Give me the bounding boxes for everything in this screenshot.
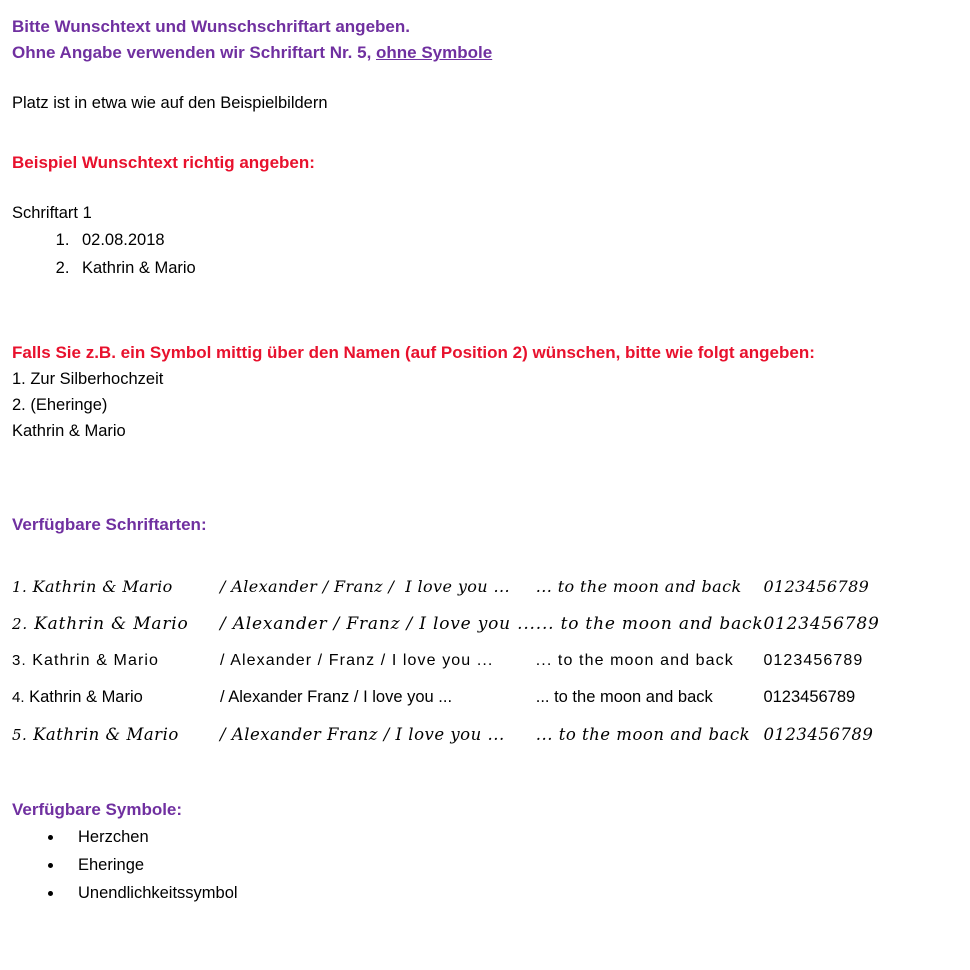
spacer-after-space-note [0,116,970,150]
symbols-list [12,823,958,907]
list-item: 2. Kathrin & Mario [74,254,958,282]
font-row-names-cell [220,568,536,605]
font-row-love: I love you ... [419,614,536,634]
font-row-names: / Alexander Franz / [219,725,390,744]
font-row-label: 2. [12,615,28,633]
example-heading: Beispiel Wunschtext richtig angeben: [12,153,315,172]
spacer-after-example-heading [12,176,958,200]
font-row-names-cell [220,716,536,753]
intro-line-2-prefix: Ohne Angabe verwenden wir Schriftart Nr. 5, [12,43,377,62]
fonts-heading: Verfügbare Schriftarten: [12,515,207,534]
font-row-numbers-cell [763,643,940,679]
spacer-after-symbol-example [0,444,970,488]
font-row-label: 5. [12,726,28,744]
font-row-name-cell [0,568,220,605]
font-row-label: 4. [12,689,25,706]
font-row-name-cell [0,716,220,753]
font-row-moon-cell [536,643,764,679]
font-row-numbers: 0123456789 [763,725,874,744]
space-note: Platz ist in etwa wie auf den Beispielbildern [12,94,328,112]
font-row-name: Kathrin & Mario [33,725,179,744]
font-row-love: I love you ... [391,652,494,669]
font-row-moon-cell [536,679,764,716]
font-row-name: Kathrin & Mario [29,688,143,706]
font-row-names-cell [220,605,536,643]
font-row-moon: ... to the moon and back [535,614,764,634]
font-row-label: 3. [12,652,27,669]
spacer-after-example [0,282,970,326]
spacer-after-intro [0,66,970,90]
table-row [0,716,940,753]
table-row [0,605,940,643]
font-row-name: Kathrin & Mario [32,577,173,596]
font-row-numbers: 0123456789 [763,577,870,596]
symbol-example-line-1: 1. Zur Silberhochzeit [12,370,164,388]
font-row-moon: ... to the moon and back [535,725,751,744]
font-row-names: / Alexander Franz / [219,688,359,706]
fonts-section-heading-wrap [0,512,970,538]
font-row-love: I love you ... [405,577,510,596]
list-item: 1. 02.08.2018 [74,226,958,254]
symbol-example-heading: Falls Sie z.B. ein Symbol mittig über den Namen (auf Position 2) wünschen, bitte wie folgt angeben: [12,343,815,362]
table-row [0,568,940,605]
symbol-example-line-3: Kathrin & Mario [12,422,126,440]
font-row-names: / Alexander / Franz / [219,577,395,596]
font-row-names: / Alexander / Franz / [219,652,387,669]
font-row-numbers: 0123456789 [763,614,880,634]
intro-section [0,14,970,66]
table-row [0,679,940,716]
example-font-line: Schriftart 1 [12,204,92,222]
font-row-numbers-cell [763,716,940,753]
font-row-moon-cell [536,605,764,643]
intro-line-2-underlined: ohne Symbole [376,43,493,62]
spacer-after-example-2 [0,326,970,340]
font-row-names-cell [220,643,536,679]
list-item: • Herzchen [64,823,958,851]
intro-line-2 [12,40,958,66]
spacer-after-fonts-table [0,753,970,797]
font-row-name-cell [0,643,220,679]
font-row-moon-cell [536,716,764,753]
symbols-section [0,797,970,907]
intro-line-1: Bitte Wunschtext und Wunschschriftart angeben. [12,17,410,36]
font-row-moon: ... to the moon and back [535,652,734,669]
symbol-example-section [0,340,970,444]
example-section [0,150,970,282]
list-item: • Unendlichkeitssymbol [64,879,958,907]
font-row-numbers-cell [763,568,940,605]
spacer-after-symbol-example-2 [0,488,970,512]
font-row-name: Kathrin & Mario [34,614,189,634]
font-row-label: 1. [12,578,28,596]
fonts-table [0,568,940,753]
font-row-numbers: 0123456789 [763,688,856,706]
font-row-name-cell [0,679,220,716]
font-row-moon: ... to the moon and back [535,577,742,596]
list-item: • Eheringe [64,851,958,879]
font-row-names: / Alexander / Franz / [219,614,414,634]
font-row-love: I love you ... [395,725,505,744]
spacer-after-fonts-heading [0,538,970,562]
space-note-section [0,90,970,116]
font-row-moon: ... to the moon and back [535,688,713,706]
font-row-numbers: 0123456789 [763,652,864,669]
top-spacer [0,0,970,14]
table-row [0,643,940,679]
font-row-names-cell [220,679,536,716]
font-row-numbers-cell [763,605,940,643]
font-row-numbers-cell [763,679,940,716]
symbols-heading: Verfügbare Symbole: [12,800,183,819]
font-row-name: Kathrin & Mario [32,652,160,669]
font-row-love: I love you ... [363,688,453,706]
symbol-example-line-2: 2. (Eheringe) [12,396,108,414]
font-row-name-cell [0,605,220,643]
example-list [12,226,958,282]
font-row-moon-cell [536,568,764,605]
